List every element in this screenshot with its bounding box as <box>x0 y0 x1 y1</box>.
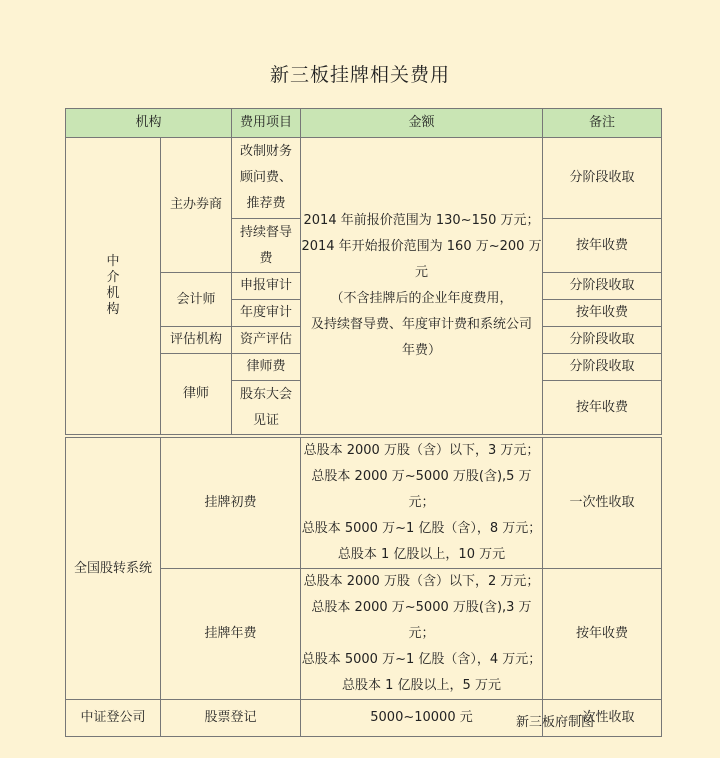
footer-credit: 新三板府制图 <box>516 715 595 730</box>
csdc-org-cell: 中证登公司 <box>66 700 161 737</box>
item-apply-audit: 申报审计 <box>232 273 301 300</box>
item-annual-audit: 年度审计 <box>232 300 301 327</box>
item-restructure: 改制财务 顾问费、 推荐费 <box>232 138 301 219</box>
note-lawyer-fee: 分阶段收取 <box>543 354 662 381</box>
appraiser-cell: 评估机构 <box>161 327 232 354</box>
item-listing-annual: 挂牌年费 <box>161 569 301 700</box>
note-asset-eval: 分阶段收取 <box>543 327 662 354</box>
item-agm: 股东大会 见证 <box>232 381 301 435</box>
item-asset-eval: 资产评估 <box>232 327 301 354</box>
amount-stock-registration: 5000~10000 元 <box>301 700 543 737</box>
note-supervise: 按年收费 <box>543 219 662 273</box>
lawyer-cell: 律师 <box>161 354 232 435</box>
sponsor-cell: 主办券商 <box>161 138 232 273</box>
note-listing-annual: 按年收费 <box>543 569 662 700</box>
page-title: 新三板挂牌相关费用 <box>269 64 450 86</box>
agency-group-cell: 中 介 机 构 <box>66 138 161 435</box>
header-note: 备注 <box>543 109 662 138</box>
table-header-row <box>66 109 662 138</box>
amount-listing-initial: 总股本 2000 万股（含）以下，3 万元； 总股本 2000 万~5000 万股(含),5 万元； 总股本 5000 万~1 亿股（含），8 万元； 总股本 1 亿股以上，10 万元 <box>301 438 543 569</box>
item-listing-initial: 挂牌初费 <box>161 438 301 569</box>
amount-listing-annual: 总股本 2000 万股（含）以下，2 万元； 总股本 2000 万~5000 万股(含),3 万元； 总股本 5000 万~1 亿股（含），4 万元； 总股本 1 亿股以上，5 万元 <box>301 569 543 700</box>
header-org: 机构 <box>66 109 232 138</box>
header-amount: 金额 <box>301 109 543 138</box>
note-agm: 按年收费 <box>543 381 662 435</box>
header-item: 费用项目 <box>232 109 301 138</box>
neeq-org-cell: 全国股转系统 <box>66 438 161 700</box>
table-row <box>66 138 662 219</box>
note-apply-audit: 分阶段收取 <box>543 273 662 300</box>
note-stock-registration: 一次性收取 <box>543 700 662 737</box>
item-lawyer-fee: 律师费 <box>232 354 301 381</box>
item-supervise: 持续督导 费 <box>232 219 301 273</box>
note-restructure: 分阶段收取 <box>543 138 662 219</box>
item-stock-registration: 股票登记 <box>161 700 301 737</box>
fee-table-lower <box>65 437 662 737</box>
note-annual-audit: 按年收费 <box>543 300 662 327</box>
fee-table <box>65 108 662 435</box>
note-listing-initial: 一次性收取 <box>543 438 662 569</box>
accountant-cell: 会计师 <box>161 273 232 327</box>
table-row <box>66 438 662 569</box>
agency-amount-cell: 2014 年前报价范围为 130~150 万元； 2014 年开始报价范围为 160 万~200 万元 （不含挂牌后的企业年度费用， 及持续督导费、年度审计费和系统公司 年费） <box>301 138 543 435</box>
